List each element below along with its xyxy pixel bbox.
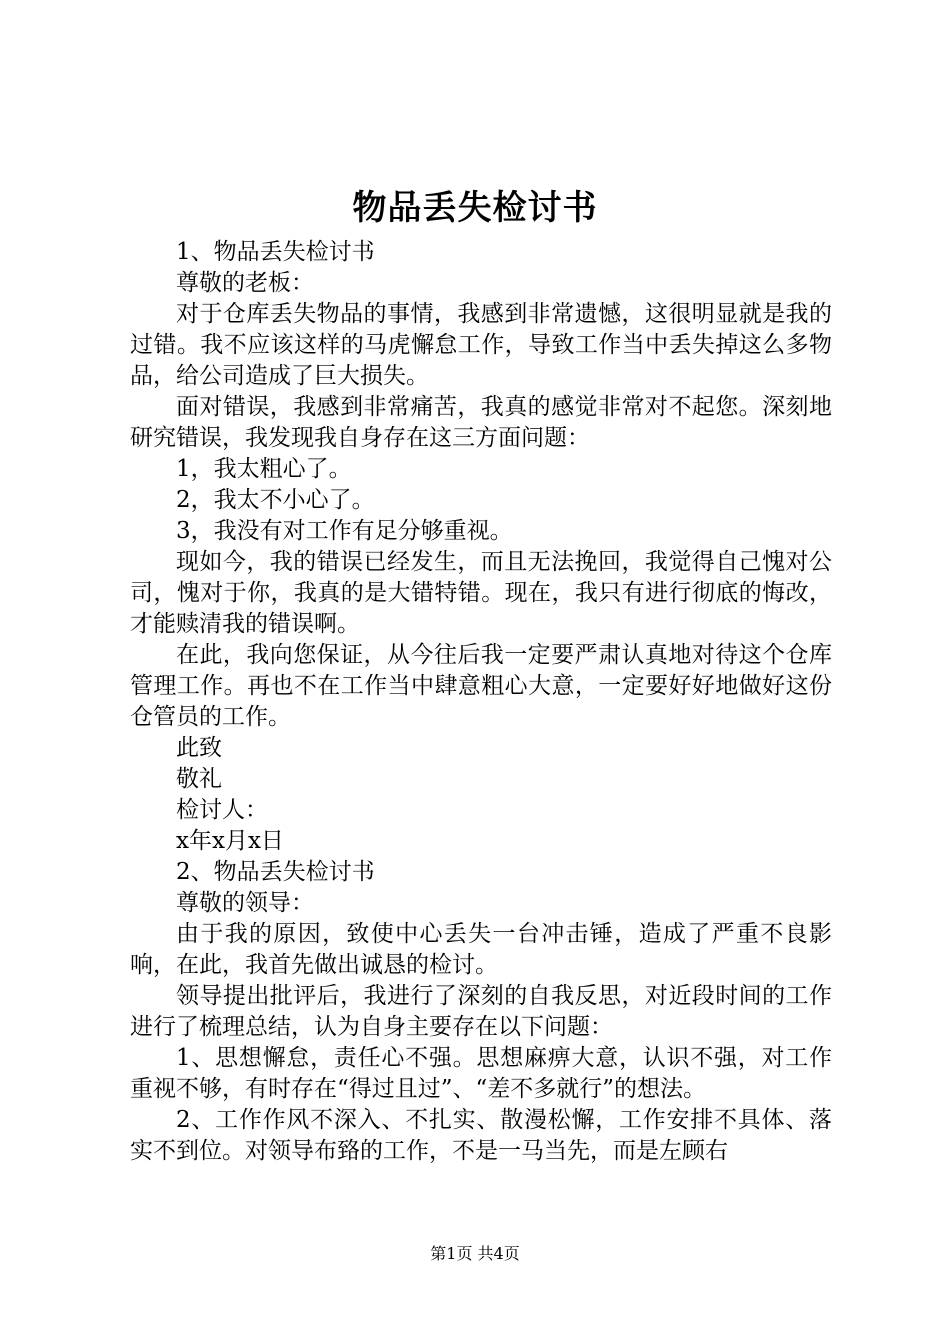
paragraph: 2，我太不小心了。: [176, 487, 375, 513]
paragraph: 检讨人：: [176, 797, 268, 823]
paragraph: 对于仓库丢失物品的事情，我感到非常遗憾，这很明显就是我的过错。我不应该这样的马虎懈怠工作，导致工作当中丢失掉这么多物品，给公司造成了巨大损失。: [130, 301, 832, 389]
paragraph: 现如今，我的错误已经发生，而且无法挽回，我觉得自己愧对公司，愧对于你，我真的是大错特错。现在，我只有进行彻底的悔改，才能赎清我的错误啊。: [130, 549, 832, 637]
paragraph: 1、思想懈怠，责任心不强。思想麻痹大意，认识不强，对工作重视不够，有时存在“得过且过”、“差不多就行”的想法。: [130, 1045, 832, 1102]
paragraph: 1，我太粗心了。: [176, 456, 352, 482]
paragraph: 1、物品丢失检讨书: [176, 239, 375, 265]
paragraph: 在此，我向您保证，从今往后我一定要严肃认真地对待这个仓库管理工作。再也不在工作当中肆意粗心大意，一定要好好地做好这份仓管员的工作。: [130, 642, 832, 730]
paragraph: 敬礼: [176, 766, 222, 792]
paragraph: 尊敬的领导：: [176, 890, 314, 916]
paragraph: x年x月x日: [176, 828, 284, 854]
paragraph: 由于我的原因，致使中心丢失一台冲击锤，造成了严重不良影响，在此，我首先做出诚恳的检讨。: [130, 921, 832, 978]
document-title: 物品丢失检讨书: [352, 188, 598, 228]
paragraph: 面对错误，我感到非常痛苦，我真的感觉非常对不起您。深刻地研究错误，我发现我自身存在这三方面问题：: [130, 394, 832, 451]
paragraph: 尊敬的老板：: [176, 270, 314, 296]
paragraph: 3，我没有对工作有足分够重视。: [176, 518, 513, 544]
paragraph: 2、物品丢失检讨书: [176, 859, 375, 885]
page-footer: 第1页 共4页: [430, 1244, 520, 1263]
paragraph: 领导提出批评后，我进行了深刻的自我反思，对近段时间的工作进行了梳理总结，认为自身主要存在以下问题：: [130, 983, 832, 1040]
paragraph: 2、工作作风不深入、不扎实、散漫松懈，工作安排不具体、落实不到位。对领导布臵的工作，不是一马当先，而是左顾右: [130, 1107, 832, 1164]
document-body: [130, 237, 832, 1167]
paragraph: 此致: [176, 735, 222, 761]
